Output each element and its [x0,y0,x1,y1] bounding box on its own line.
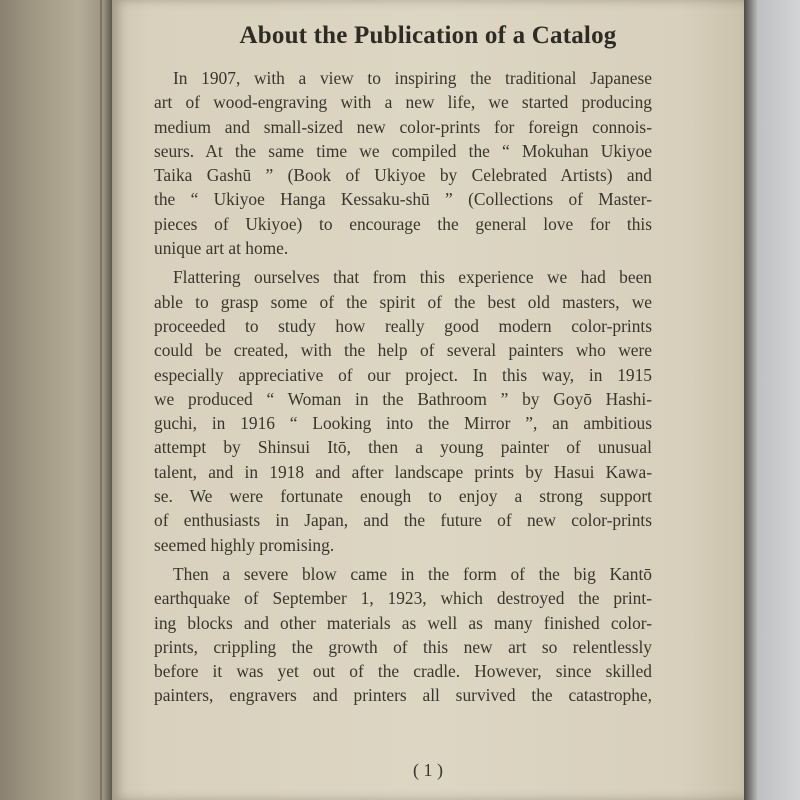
text-line: able to grasp some of the spirit of the best old masters, we [154,291,652,312]
paragraph-2 [154,265,652,557]
text-line: medium and small-sized new color-prints for foreign connois- [154,116,652,137]
text-line: seurs. At the same time we compiled the “ Mokuhan Ukiyoe [154,140,652,161]
text-line: painters, engravers and printers all survived the catastrophe, [154,685,652,706]
text-line: proceeded to study how really good modern color-prints [154,315,652,336]
text-line: especially appreciative of our project. In this way, in 1915 [154,364,652,385]
text-line: se. We were fortunate enough to enjoy a strong support [154,486,652,507]
text-line: we produced “ Woman in the Bathroom ” by Goyō Hashi- [154,388,652,409]
body-text [154,66,652,713]
book-page [112,0,744,800]
text-line: pieces of Ukiyoe) to encourage the general love for this [154,213,652,234]
text-line: before it was yet out of the cradle. However, since skilled [154,661,652,682]
text-line: earthquake of September 1, 1923, which destroyed the print- [154,588,652,609]
text-line: In 1907, with a view to inspiring the traditional Japanese [173,68,652,88]
text-line: prints, crippling the growth of this new art so relentlessly [154,636,652,657]
text-line: art of wood-engraving with a new life, we started producing [154,92,652,113]
text-line: the “ Ukiyoe Hanga Kessaku-shū ” (Collections of Master- [154,189,652,210]
text-line: seemed highly promising. [154,534,335,555]
text-line: of enthusiasts in Japan, and the future of new color-prints [154,510,652,531]
text-line: could be created, with the help of several painters who were [154,340,652,361]
text-line: Taika Gashū ” (Book of Ukiyoe by Celebrated Artists) and [154,165,652,186]
page-title: About the Publication of a Catalog [239,22,617,49]
paragraph-1 [154,66,652,260]
text-line: attempt by Shinsui Itō, then a young painter of unusual [154,437,652,458]
text-line: ing blocks and other materials as well as many finished color- [154,612,652,633]
text-line: Then a severe blow came in the form of the big Kantō [173,563,652,584]
text-line: guchi, in 1916 “ Looking into the Mirror ”, an ambitious [154,413,652,434]
text-line: talent, and in 1918 and after landscape prints by Hasui Kawa- [154,461,652,482]
text-line: Flattering ourselves that from this experience we had been [173,267,652,288]
background-surface [744,0,800,800]
paragraph-3 [154,562,652,708]
previous-page-edge [0,0,112,800]
text-line: unique art at home. [154,238,289,259]
page-number: ( 1 ) [413,760,443,780]
